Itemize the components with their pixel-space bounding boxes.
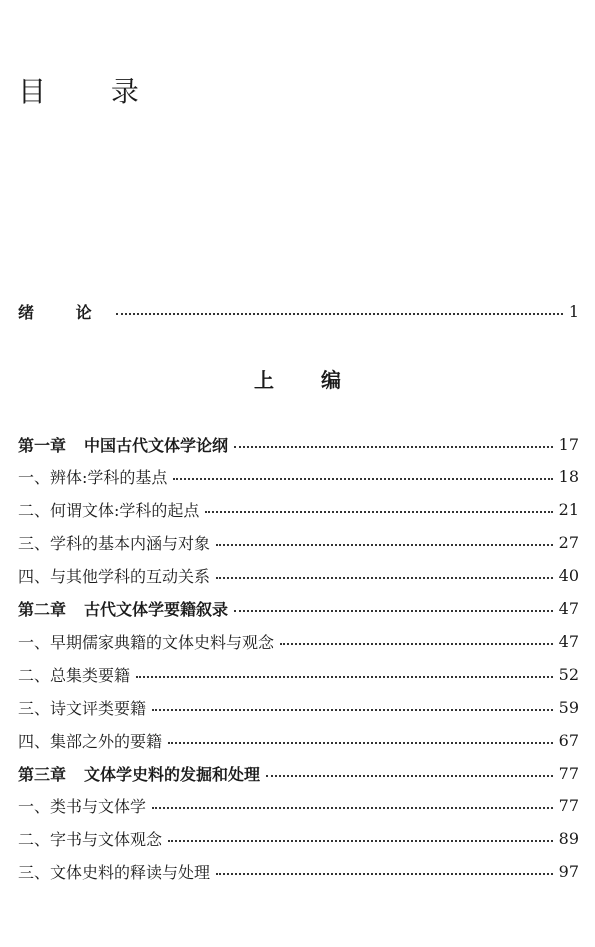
toc-chapter-title-text: 古代文体学要籍叙录 [84, 600, 229, 619]
toc-section-row[interactable] [18, 531, 579, 555]
toc-chapter-title [18, 433, 228, 456]
toc-section-row[interactable] [18, 465, 579, 489]
toc-page-number: 21 [558, 500, 579, 520]
dot-leader [216, 872, 553, 875]
toc-section-title: 三、诗文评类要籍 [18, 698, 147, 718]
toc-section-title: 一、早期儒家典籍的文体史料与观念 [18, 632, 275, 652]
toc-page-number: 27 [558, 533, 579, 553]
toc-section-title: 一、类书与文体学 [18, 797, 147, 817]
toc-chapter-number: 第三章 [18, 764, 67, 784]
toc-page-number: 77 [558, 763, 579, 783]
section-heading: 上 编 [254, 368, 361, 392]
dot-leader [152, 806, 553, 809]
toc-section-row[interactable] [18, 498, 579, 522]
toc-section-row[interactable] [18, 662, 579, 686]
toc-section-row[interactable] [18, 564, 579, 588]
toc-section-row[interactable] [18, 794, 579, 818]
dot-leader [168, 839, 553, 842]
toc-page-number: 77 [558, 796, 579, 816]
dot-leader [205, 510, 552, 513]
toc-chapter-number: 第一章 [18, 435, 67, 455]
dot-leader [116, 312, 563, 315]
toc-page-number: 40 [558, 566, 579, 586]
dot-leader [136, 675, 553, 678]
dot-leader [266, 774, 553, 777]
toc-section-title: 一、辨体:学科的基点 [18, 468, 168, 488]
dot-leader [280, 642, 553, 645]
dot-leader [173, 477, 552, 480]
dot-leader [216, 543, 553, 546]
toc-page-number: 47 [558, 599, 579, 618]
toc-chapter-row[interactable] [18, 432, 579, 456]
toc-chapter-number: 第二章 [18, 600, 67, 619]
dot-leader [152, 708, 553, 711]
toc-section-title: 二、字书与文体观念 [18, 830, 163, 850]
toc-page-number: 47 [558, 631, 579, 651]
toc-section-title: 二、何谓文体:学科的起点 [18, 501, 200, 521]
toc-section-row[interactable] [18, 695, 579, 719]
toc-page-number: 52 [558, 664, 579, 684]
toc-page-number: 18 [558, 467, 579, 487]
toc-chapter-row[interactable] [18, 761, 579, 785]
toc-section-title: 二、总集类要籍 [18, 665, 131, 685]
page-title: 目 录 [18, 75, 167, 108]
toc-section-title: 三、学科的基本内涵与对象 [18, 534, 211, 554]
toc-chapter-title [18, 597, 228, 620]
toc-chapter-title-text: 中国古代文体学论纲 [84, 435, 229, 455]
dot-leader [234, 609, 553, 612]
dot-leader [234, 445, 553, 448]
toc-section-title: 三、文体史料的释读与处理 [18, 863, 211, 883]
toc-section-row[interactable] [18, 860, 579, 884]
dot-leader [216, 576, 553, 579]
toc-section-row[interactable] [18, 827, 579, 851]
toc-page-number: 97 [558, 862, 579, 882]
toc-section-row[interactable] [18, 629, 579, 653]
toc-intro-row[interactable] [18, 299, 579, 323]
toc-page-number: 17 [558, 434, 579, 454]
toc-intro-label: 绪 论 [18, 302, 110, 322]
toc-chapter-row[interactable] [18, 597, 579, 621]
toc-chapter-title [18, 762, 260, 785]
toc-page-number: 1 [568, 301, 579, 321]
toc-page-number: 59 [558, 697, 579, 717]
toc-section-row[interactable] [18, 728, 579, 752]
toc-page-number: 67 [558, 730, 579, 750]
toc-chapter-title-text: 文体学史料的发掘和处理 [84, 764, 261, 784]
toc-section-title: 四、集部之外的要籍 [18, 731, 163, 751]
toc-section-title: 四、与其他学科的互动关系 [18, 567, 211, 587]
dot-leader [168, 741, 553, 744]
toc-page-number: 89 [558, 829, 579, 849]
